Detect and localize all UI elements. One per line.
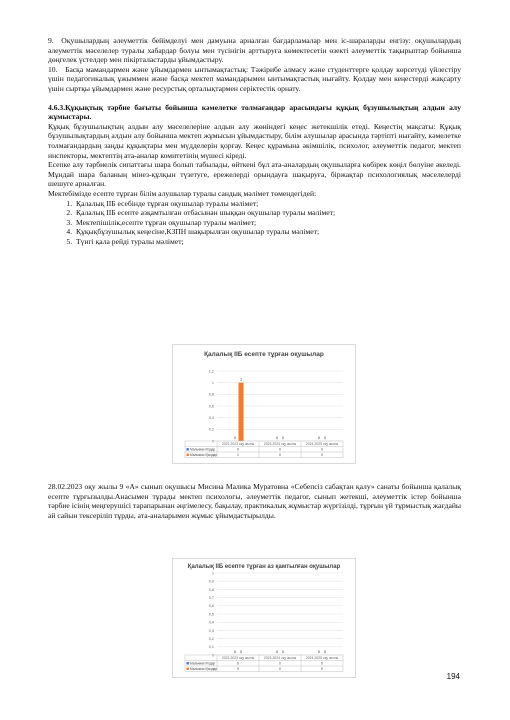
table-cell: 0: [279, 447, 281, 452]
text-block-top: [48, 36, 461, 246]
data-label: 0: [317, 650, 321, 654]
chart-police-register: [172, 344, 356, 464]
data-label: 1: [239, 377, 243, 382]
paragraph-register: Есепке алу тәрбиелік сипаттағы шара болып табылады, өйткені бұл ата-аналардың оқушыларға көбірек көңіл бөлуіне әкеледі. Мұндай шара баланың мінез-құлқын түзетуге, ережелерді орындауға шақыруға, біржақтар психологиялық мәселелерді шешуге арналған.: [48, 160, 461, 189]
y-tick-label: 0,3: [208, 628, 214, 633]
legend-label: Мальчики /Қыздар: [190, 666, 218, 671]
y-tick-label: 0: [211, 653, 214, 658]
paragraph-list-intro: Мектебімізде есепте тұрған білім алушылар туралы сандық мәлімет төмендегідей:: [48, 188, 317, 198]
legend-swatch: [187, 662, 189, 664]
data-label: 0: [275, 436, 279, 440]
data-label: 0: [323, 650, 327, 654]
y-tick-label: 0,8: [208, 392, 214, 397]
data-label: 0: [233, 650, 237, 654]
table-cell: 0: [279, 452, 281, 457]
y-tick-label: 0,7: [208, 596, 214, 600]
y-tick-label: 0,4: [208, 416, 214, 421]
chart-title: Қалалық ІІБ есепте тұрған аз қамтылған оқушылар: [187, 564, 341, 570]
list-item: 1. Қалалық ІІБ есебінде тұрған оқушылар туралы мәлімет;: [74, 199, 461, 209]
legend-label: Мальчики /Ұлдар: [190, 447, 216, 452]
chart-canvas: [173, 345, 355, 463]
info-list: [58, 199, 461, 247]
data-label: 0: [317, 436, 321, 440]
legend-label: Мальчики /Ұлдар: [190, 661, 216, 666]
x-tick-label: 2022-2023 оқу жылы: [221, 441, 255, 446]
y-tick-label: 0,1: [208, 645, 214, 650]
x-tick-label: 2024-2025 оқу жылы: [305, 441, 339, 446]
y-tick-label: 0: [211, 439, 214, 444]
chart-low-income-register: [172, 558, 356, 678]
list-item: 5. Түнгі қала рейді туралы мәлімет;: [74, 237, 461, 247]
x-tick-label: 2023-2024 оқу жылы: [263, 441, 297, 446]
table-cell: 1: [237, 452, 239, 457]
page-number: 194: [446, 672, 460, 681]
table-cell: 0: [321, 666, 323, 671]
table-cell: 0: [237, 661, 239, 666]
y-tick-label: 0,9: [208, 579, 214, 584]
paragraph-student-case: 28.02.2023 оқу жылы 9 «А» сынып оқушысы Мисина Малика Муратовна «Себепсіз сабақтан қалу» санаты бойынша қалалық есепте тұрғызылды.Анасымен тұрады мектеп психологы, әлеуметтік педагог, сынып жетекші, әлеуметтік істер бойынша тәрбие ісінің меңгерушісі тарапарынан әңгімелесу, бақылау, практикалық жұмыстар жүргізілді, тұрғын үй тұрмыстық жағдайы ай сайын тексеріліп тұрды, ата-аналарымен жұмыс ұйымдастырылды.: [48, 482, 461, 520]
table-cell: 0: [321, 447, 323, 452]
y-tick-label: 0,2: [208, 637, 214, 641]
list-item: 3. Мектепішілік,есепте тұрған оқушылар туралы мәлімет;: [74, 218, 461, 228]
data-label: 0: [275, 650, 279, 654]
list-item: 4. Құқықбұзушылық кеңесіне,КЗПН шақырылған оқушылар туралы мәлімет;: [74, 227, 461, 237]
y-tick-label: 0,6: [208, 404, 214, 409]
legend-swatch: [187, 668, 189, 670]
text-block-bottom: [48, 482, 461, 520]
spacer: [48, 94, 461, 103]
list-item: 2. Қалалық ІІБ есепте азқамтылған отбасынан шыққан оқушылар туралы мәлімет;: [74, 208, 461, 218]
y-tick-label: 0,4: [208, 620, 214, 625]
data-label: 0: [281, 436, 285, 440]
section-heading: 4.6.3.Құқықтық тәрбие бағыты бойынша кәмелетке толмағандар арасындағы құқық бұзушылықтың алдын алу жұмыстары.: [48, 102, 461, 122]
table-cell: 0: [279, 666, 281, 671]
y-tick-label: 1: [211, 571, 214, 576]
x-tick-label: 2022-2023 оқу жылы: [221, 655, 255, 660]
y-tick-label: 0,2: [208, 427, 214, 432]
table-cell: 0: [237, 447, 239, 452]
bar: [239, 383, 244, 441]
chart-title: Қалалық ІІБ есепте тұрған оқушылар: [204, 351, 324, 358]
paragraph-council: Құқық бұзушылықтың алдын алу мәселелеріне алдын алу жөніндегі кеңес жетекшілік етеді. Кеңестің мақсаты: Құқық бұзушылықтардың алдын алу бойынша мектеп жұмысын ұйымдастыру, білім алушылар арасында тәртіпті нығайту, кәмелетке толмағандардың заңды құқықтары мен мүдделерін қорғау. Кеңес құрамына әкімшілік, психолог, әлеуметтік педагог, мектеп инспекторы, мектептің ата-аналар комитетінің мүшесі кіреді.: [48, 121, 461, 160]
y-tick-label: 1: [211, 381, 214, 386]
table-cell: 0: [321, 661, 323, 666]
paragraph-10: 10. Басқа мамандармен және ұйымдармен ынтымақтастық: Тәжірибе алмасу және студенттерге қолдау көрсетуді үйлестіру үшін педагогикалық ұжыммен және басқа мектеп мамандарымен ынтымақтастық нығайту. Қолдау мен кеңестерді жақсарту үшін сыртқы ұйымдармен және ресурстық орталықтармен серіктестік орнату.: [48, 64, 461, 93]
table-cell: 0: [237, 666, 239, 671]
data-label: 0: [323, 436, 327, 440]
y-tick-label: 0,8: [208, 587, 214, 592]
data-label: 0: [239, 650, 243, 654]
paragraph-9: 9. Оқушылардың әлеуметтік бейімделуі мен дамуына арналған бағдарламалар мен іс-шараларды енгізу: оқушылардың әлеуметтік мәселелер туралы хабардар болуы мен түсінігін арттыруға көмектесетін өзекті әлеуметтік тақырыптар бойынша дөңгелек үстелдер мен пікірталастарды ұйымдастыру.: [48, 36, 461, 65]
y-tick-label: 0,6: [208, 604, 214, 609]
data-label: 0: [281, 650, 285, 654]
legend-swatch: [187, 454, 189, 456]
x-tick-label: 2023-2024 оқу жылы: [263, 655, 297, 660]
table-cell: 0: [321, 452, 323, 457]
legend-label: Мальчики /Қыздар: [190, 452, 218, 457]
y-tick-label: 1,2: [208, 369, 214, 374]
x-tick-label: 2024-2025 оқу жылы: [305, 655, 339, 660]
data-label: 0: [233, 436, 237, 440]
table-cell: 0: [279, 661, 281, 666]
legend-swatch: [187, 448, 189, 450]
chart-canvas: [173, 559, 355, 677]
y-tick-label: 0,5: [208, 612, 214, 617]
